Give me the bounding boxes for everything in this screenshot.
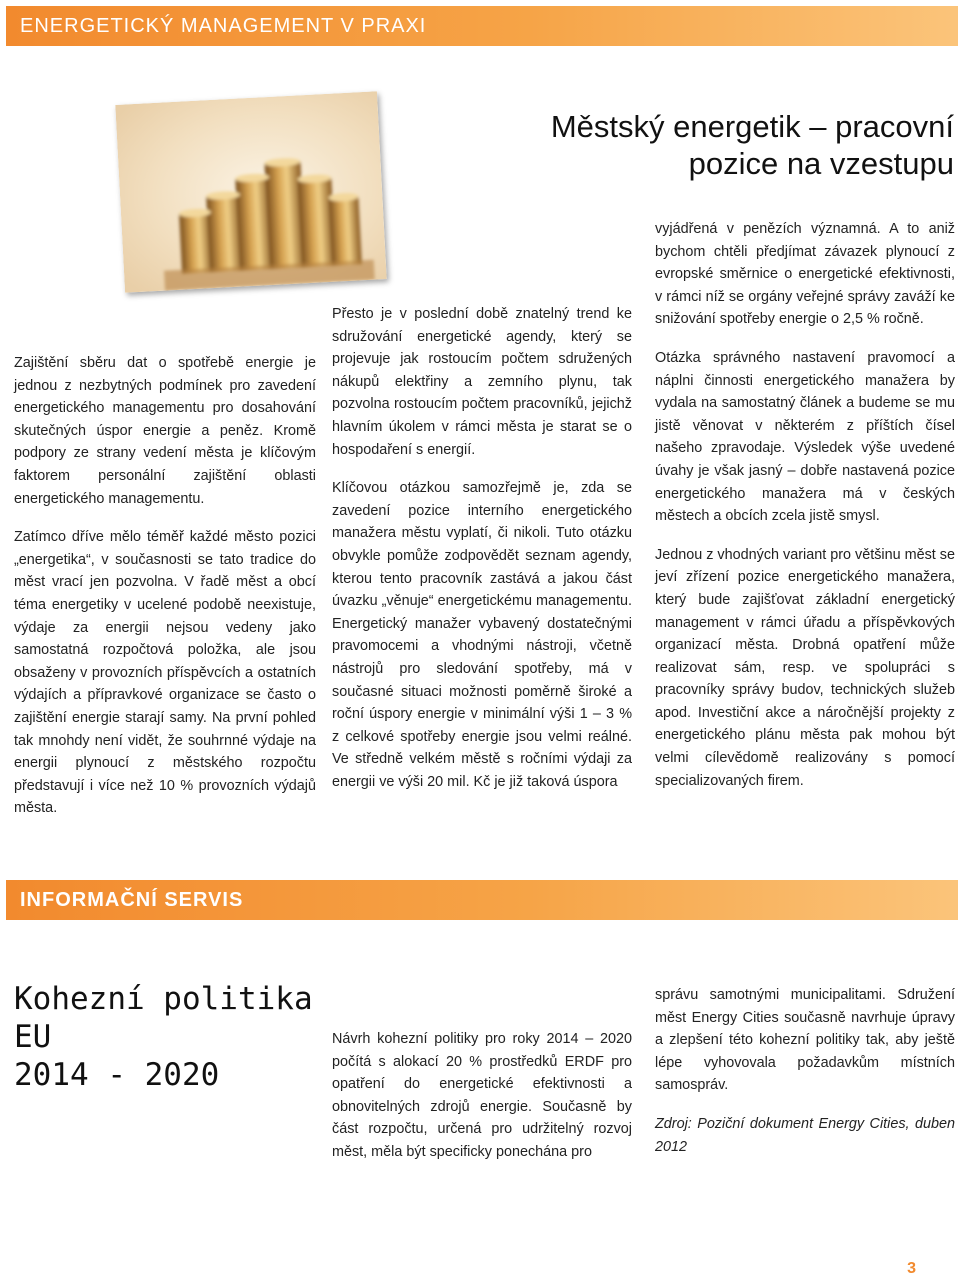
coins-illustration	[115, 91, 386, 292]
paragraph: Klíčovou otázkou samozřejmě je, zda se zavedení pozice interního energetického manažera městu vyplatí, či nikoli. Tuto otázku obvykle pomůže zodpovědět seznam agendy, kterou tento pracovník zastává a jakou část úvazku „věnuje“ energetickému managementu. Energetický manažer vybavený dostatečnými pravomocemi a vhodnými nástroji, včetně nástrojů pro sledování spotřeby, má v současné situaci možnosti poměrně široké a roční úspory energie v minimální výši 1 – 3 % z celkové spotřeby energie jsou velmi reálné. Ve středně velkém městě s ročními výdaji za energii ve výši 20 mil. Kč je již taková úspora	[332, 480, 632, 790]
info-column-1	[332, 1028, 632, 1180]
info-title-line1: Kohezní politika EU	[14, 981, 313, 1055]
info-section-title: INFORMAČNÍ SERVIS	[20, 888, 244, 911]
paragraph: Otázka správného nastavení pravomocí a náplni činnosti energetického manažera by vydala na samostatný článek a budeme se mu jistě věnovat v některém z příštích čísel našeho zpravodaje. Výsledek výše uvedené úvahy je však jasný – dobře nastavená pozice energetického manažera má v českých městech a obcích zcela jistě smysl.	[655, 349, 955, 525]
info-column-2	[655, 984, 955, 1174]
paragraph: vyjádřená v penězích významná. A to aniž bychom chtěli předjímat závazek plynoucí z evropské směrnice o energetické efektivnosti, v rámci níž se orgány veřejné správy zaváží ke snižování spotřeby energie o 2,5 % ročně.	[655, 221, 955, 328]
info-title-line2: 2014 - 2020	[14, 1057, 220, 1093]
paragraph: Přesto je v poslední době znatelný trend ke sdružování energetické agendy, který se projevuje jak rostoucím počtem sdružených nákupů elektřiny a zemního plynu, tak pozvolna rostoucím počtem pracovníků, jejichž hlavním úkolem v rámci města je starat se o hospodaření s energií.	[332, 306, 632, 458]
paragraph: Jednou z vhodných variant pro většinu měst se jeví zřízení pozice energetického manažera, který bude zajišťovat základní energetický management v rámci úřadu a příspěvkových organizací města. Drobná opatření může realizovat sám, resp. ve spolupráci s pracovníky správy budov, technických služeb apod. Investiční akce a náročnější projekty z energetického plánu města pak mohou být velmi cílevědomě realizovány s pomocí specializovaných firem.	[655, 546, 955, 789]
paragraph: Zatímco dříve mělo téměř každé město pozici „energetika“, v současnosti se tato tradice do měst vrací jen pozvolna. V řadě měst a obcí téma energetiky v ucelené podobě neexistuje, výdaje za energii nejsou vedeny jako samostatná rozpočtová položka, ale jsou obsaženy v provozních příspěvcích a ostatních výdajích a přípravkové organizace se často o zajištění energie starají samy. Na první pohled tak mnohdy není vidět, že souhrnné výdaje na energii plynoucí z městského rozpočtu představují i více než 10 % provozních výdajů města.	[14, 529, 316, 817]
page-number: 3	[907, 1260, 916, 1277]
article-column-3	[655, 218, 955, 808]
paragraph: Zajištění sběru dat o spotřebě energie je jednou z nezbytných podmínek pro zavedení energetického managementu pro dosahování skutečných úspor energie a peněz. Kromě podpory ze strany vedení města je klíčovým faktorem personální zajištění oblasti energetického managementu.	[14, 355, 316, 507]
info-title	[14, 980, 314, 1094]
article-title	[474, 108, 954, 182]
paragraph: Návrh kohezní politiky pro roky 2014 – 2020 počítá s alokací 20 % prostředků ERDF pro opatření do energetické efektivnosti a obnovitelných zdrojů energie. Současně by část rozpočtu, určená pro udržitelný rozvoj měst, měla být specificky ponechána pro	[332, 1031, 632, 1160]
section-banner	[6, 6, 958, 46]
paragraph: správu samotnými municipalitami. Sdružení měst Energy Cities současně navrhuje úpravy a zlepšení této kohezní politiky tak, aby ještě lépe vyhovovala požadavkům místních samospráv.	[655, 987, 955, 1094]
coin-stacks-photo	[115, 91, 386, 292]
article-title-line1: Městský energetik – pracovní	[550, 109, 954, 144]
article-title-line2: pozice na vzestupu	[688, 146, 954, 181]
article-column-1	[14, 352, 316, 836]
source-note: Zdroj: Poziční dokument Energy Cities, duben 2012	[655, 1115, 955, 1155]
section-title: ENERGETICKÝ MANAGEMENT V PRAXI	[20, 14, 427, 37]
info-section-banner	[6, 880, 958, 920]
article-column-2	[332, 303, 632, 809]
